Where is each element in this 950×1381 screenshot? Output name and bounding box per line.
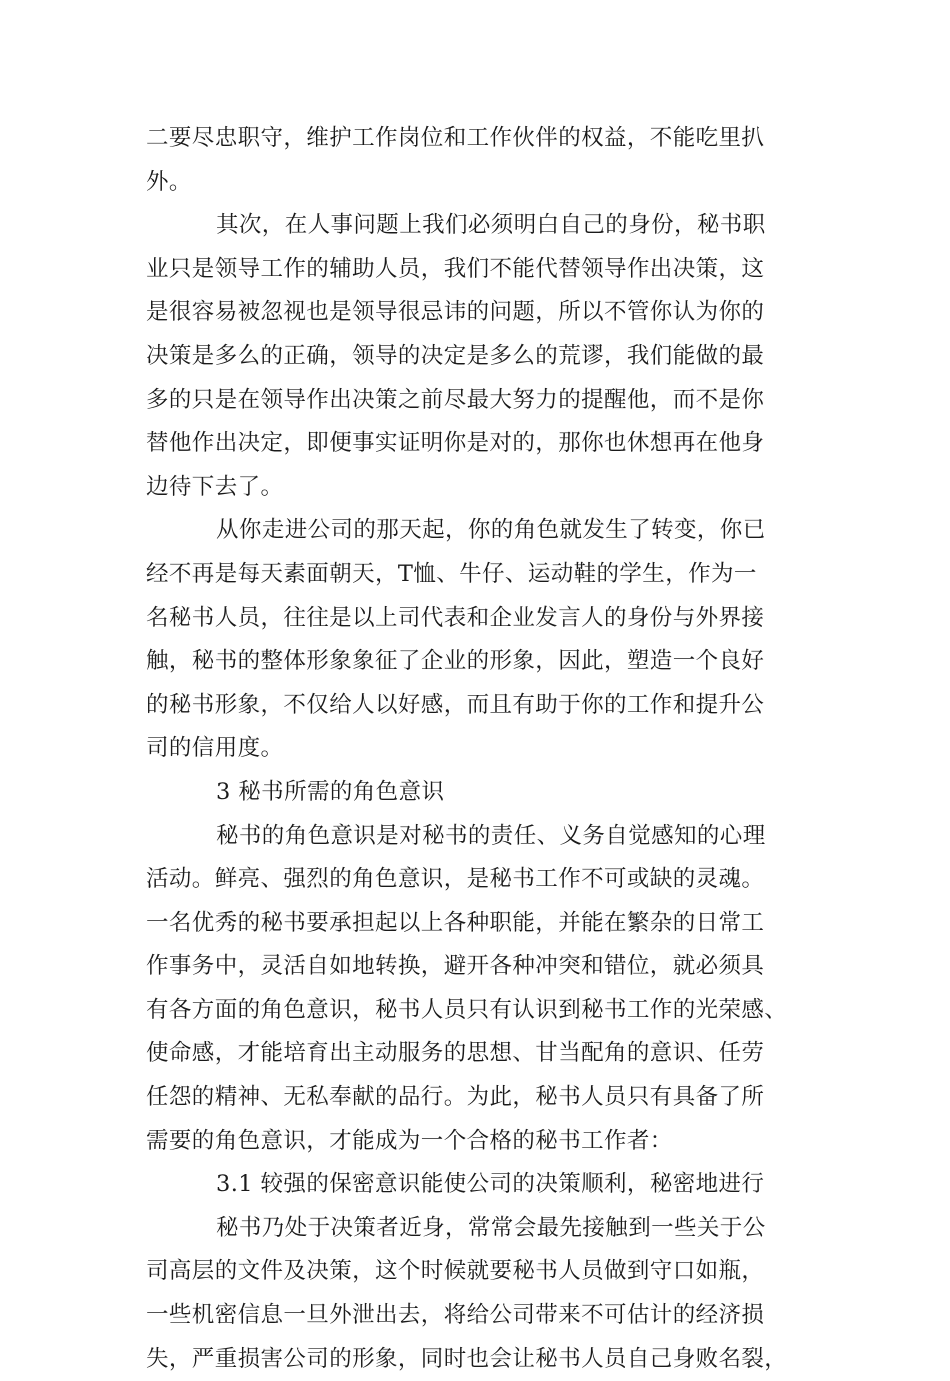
text-line: 外。 (146, 168, 192, 195)
text-line: 司高层的文件及决策，这个时候就要秘书人员做到守口如瓶， (146, 1258, 765, 1285)
text-line: 3 秘书所需的角色意识 (216, 778, 445, 805)
text-line: 司的信用度。 (146, 735, 284, 762)
text-line: 失，严重损害公司的形象，同时也会让秘书人员自己身败名裂， (146, 1345, 788, 1372)
text-line: 触，秘书的整体形象象征了企业的形象，因此，塑造一个良好 (146, 648, 765, 675)
text-line: 一些机密信息一旦外泄出去，将给公司带来不可估计的经济损 (146, 1302, 765, 1329)
document-body (146, 117, 806, 1381)
text-line: 从你走进公司的那天起，你的角色就发生了转变，你已 (216, 517, 766, 544)
text-line: 二要尽忠职守，维护工作岗位和工作伙伴的权益，不能吃里扒 (146, 125, 765, 151)
text-line: 替他作出决定，即便事实证明你是对的，那你也休想再在他身 (146, 430, 765, 457)
text-line: 是很容易被忽视也是领导很忌讳的问题，所以不管你认为你的 (146, 299, 765, 326)
text-line: 秘书的角色意识是对秘书的责任、义务自觉感知的心理 (216, 822, 766, 849)
text-line: 多的只是在领导作出决策之前尽最大努力的提醒他，而不是你 (146, 386, 765, 413)
text-line: 活动。鲜亮、强烈的角色意识，是秘书工作不可或缺的灵魂。 (146, 866, 765, 893)
text-line: 业只是领导工作的辅助人员，我们不能代替领导作出决策，这 (146, 255, 765, 282)
text-line: 其次，在人事问题上我们必须明白自己的身份，秘书职 (216, 212, 766, 239)
text-line: 名秘书人员，往往是以上司代表和企业发言人的身份与外界接 (146, 604, 765, 631)
text-line: 决策是多么的正确，领导的决定是多么的荒谬，我们能做的最 (146, 342, 765, 369)
text-line: 一名优秀的秘书要承担起以上各种职能，并能在繁杂的日常工 (146, 909, 765, 936)
text-line: 需要的角色意识，才能成为一个合格的秘书工作者： (146, 1127, 673, 1154)
text-line: 使命感，才能培育出主动服务的思想、甘当配角的意识、任劳 (146, 1040, 765, 1067)
text-line: 边待下去了。 (146, 473, 284, 500)
text-line: 任怨的精神、无私奉献的品行。为此，秘书人员只有具备了所 (146, 1084, 765, 1111)
text-line: 经不再是每天素面朝天，T恤、牛仔、运动鞋的学生，作为一 (146, 560, 757, 587)
text-line: 有各方面的角色意识，秘书人员只有认识到秘书工作的光荣感、 (146, 996, 788, 1023)
text-line: 3.1 较强的保密意识能使公司的决策顺利，秘密地进行 (216, 1171, 765, 1198)
text-line: 的秘书形象，不仅给人以好感，而且有助于你的工作和提升公 (146, 691, 765, 718)
text-line: 作事务中，灵活自如地转换，避开各种冲突和错位，就必须具 (146, 953, 765, 980)
text-line: 秘书乃处于决策者近身，常常会最先接触到一些关于公 (216, 1214, 766, 1241)
